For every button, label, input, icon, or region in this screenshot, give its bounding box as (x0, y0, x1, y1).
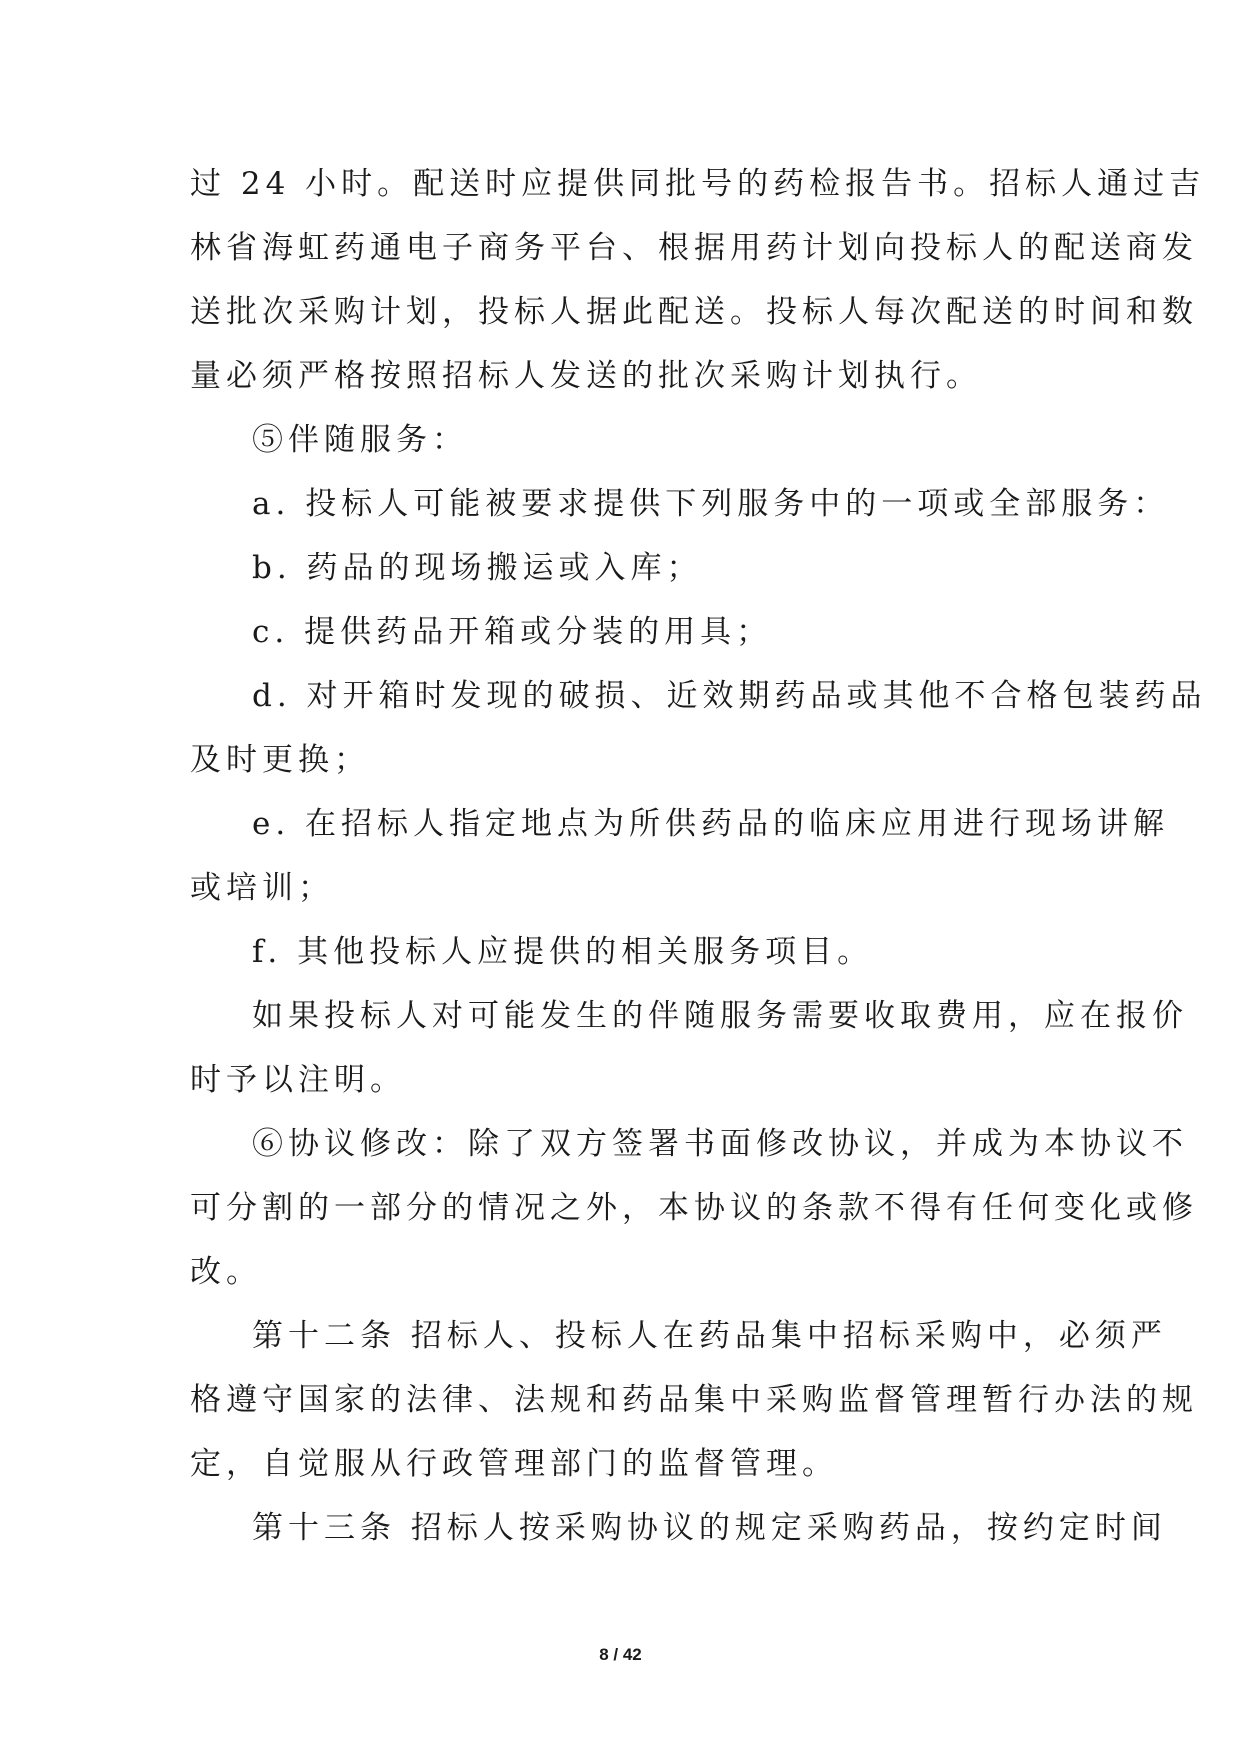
list-item: e. 在招标人指定地点为所供药品的临床应用进行现场讲解 (252, 806, 1170, 842)
section-heading: ⑤伴随服务： (252, 422, 468, 458)
list-item: b. 药品的现场搬运或入库； (252, 550, 703, 586)
text-line: 送批次采购计划，投标人据此配送。投标人每次配送的时间和数 (190, 294, 1198, 330)
list-item-continuation: 或培训； (190, 870, 334, 906)
text-line: 定，自觉服从行政管理部门的监督管理。 (190, 1446, 838, 1482)
text-line: 过 24 小时。配送时应提供同批号的药检报告书。招标人通过吉 (190, 166, 1206, 202)
article-paragraph: 第十二条 招标人、投标人在药品集中招标采购中，必须严 (252, 1318, 1167, 1354)
section-heading: ⑥协议修改：除了双方签署书面修改协议，并成为本协议不 (252, 1126, 1188, 1162)
text-line: 格遵守国家的法律、法规和药品集中采购监督管理暂行办法的规 (190, 1382, 1198, 1418)
list-item: f. 其他投标人应提供的相关服务项目。 (252, 934, 874, 970)
text-line: 时予以注明。 (190, 1062, 406, 1098)
list-item: c. 提供药品开箱或分装的用具； (252, 614, 773, 650)
list-item: d. 对开箱时发现的破损、近效期药品或其他不合格包装药品 (252, 678, 1207, 714)
text-line: 林省海虹药通电子商务平台、根据用药计划向投标人的配送商发 (190, 230, 1198, 266)
list-item-continuation: 及时更换； (190, 742, 370, 778)
text-line: 如果投标人对可能发生的伴随服务需要收取费用，应在报价 (252, 998, 1188, 1034)
text-line: 可分割的一部分的情况之外，本协议的条款不得有任何变化或修 (190, 1190, 1198, 1226)
article-paragraph: 第十三条 招标人按采购协议的规定采购药品，按约定时间 (252, 1510, 1167, 1546)
text-line: 改。 (190, 1254, 262, 1290)
list-item: a. 投标人可能被要求提供下列服务中的一项或全部服务： (252, 486, 1170, 522)
page-number: 8 / 42 (599, 1645, 642, 1664)
text-line: 量必须严格按照招标人发送的批次采购计划执行。 (190, 358, 982, 394)
